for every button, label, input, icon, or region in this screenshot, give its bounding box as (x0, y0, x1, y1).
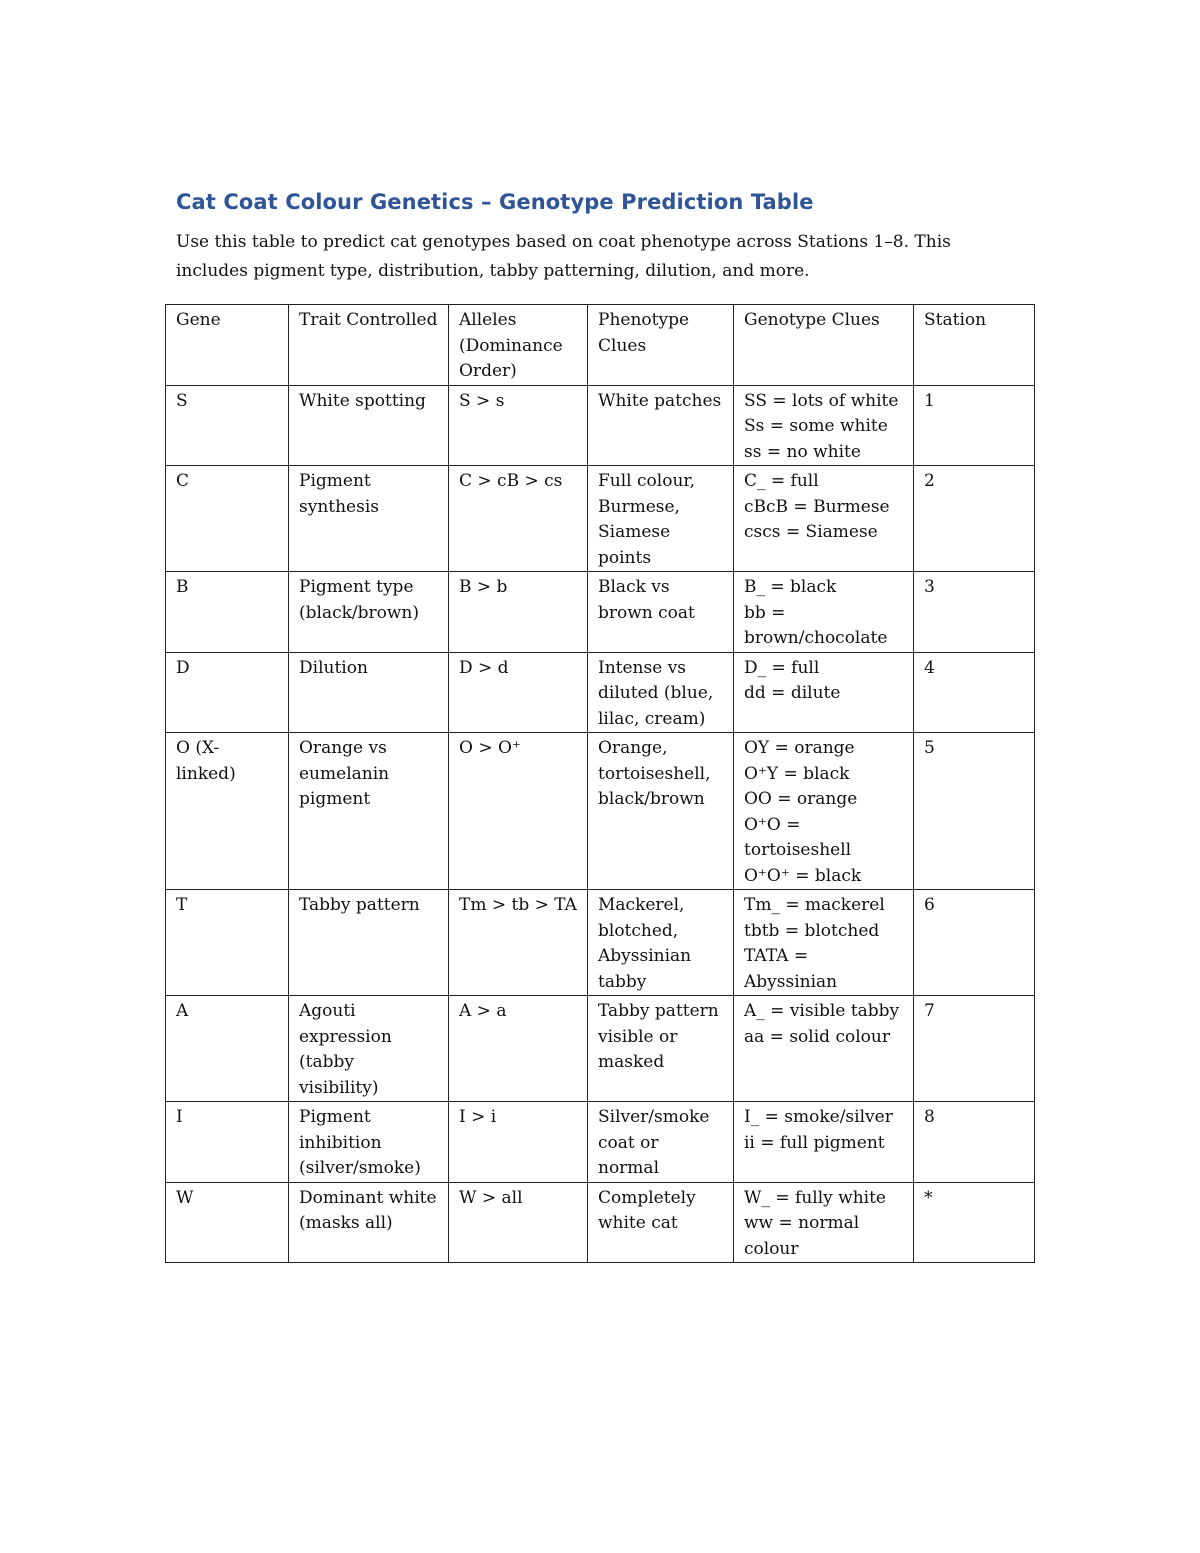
cell-genotype: W_ = fully white ww = normal colour (734, 1182, 914, 1263)
cell-alleles: I > i (449, 1102, 588, 1183)
cell-phenotype: Mackerel, blotched, Abyssinian tabby (588, 890, 734, 996)
cell-phenotype: Silver/smoke coat or normal (588, 1102, 734, 1183)
cell-station: 1 (914, 385, 1035, 466)
table-row (166, 466, 1035, 572)
cell-genotype: I_ = smoke/silver ii = full pigment (734, 1102, 914, 1183)
cell-alleles: D > d (449, 652, 588, 733)
cell-alleles: S > s (449, 385, 588, 466)
table-row (166, 996, 1035, 1102)
cell-gene: D (166, 652, 289, 733)
header-gene: Gene (166, 305, 289, 386)
table-row (166, 652, 1035, 733)
cell-station: 8 (914, 1102, 1035, 1183)
cell-alleles: W > all (449, 1182, 588, 1263)
cell-phenotype: Completely white cat (588, 1182, 734, 1263)
cell-trait: Agouti expression (tabby visibility) (289, 996, 449, 1102)
cell-genotype: D_ = full dd = dilute (734, 652, 914, 733)
header-trait: Trait Controlled (289, 305, 449, 386)
cell-gene: A (166, 996, 289, 1102)
cell-alleles: O > O⁺ (449, 733, 588, 890)
header-phenotype: Phenotype Clues (588, 305, 734, 386)
intro-paragraph: Use this table to predict cat genotypes based on coat phenotype across Stations 1–8. This includes pigment type, distribution, tabby patterning, dilution, and more. (176, 232, 951, 281)
cell-phenotype: White patches (588, 385, 734, 466)
header-genotype: Genotype Clues (734, 305, 914, 386)
table-row (166, 572, 1035, 653)
cell-station: 2 (914, 466, 1035, 572)
cell-phenotype: Intense vs diluted (blue, lilac, cream) (588, 652, 734, 733)
cell-phenotype: Full colour, Burmese, Siamese points (588, 466, 734, 572)
cell-trait: Dominant white (masks all) (289, 1182, 449, 1263)
header-alleles: Alleles (Dominance Order) (449, 305, 588, 386)
cell-phenotype: Tabby pattern visible or masked (588, 996, 734, 1102)
cell-trait: Tabby pattern (289, 890, 449, 996)
cell-gene: S (166, 385, 289, 466)
cell-trait: Orange vs eumelanin pigment (289, 733, 449, 890)
table-row (166, 1182, 1035, 1263)
cell-genotype: OY = orange O⁺Y = black OO = orange O⁺O = tortoiseshell O⁺O⁺ = black (734, 733, 914, 890)
cell-genotype: C_ = full cBcB = Burmese cscs = Siamese (734, 466, 914, 572)
cell-station: 5 (914, 733, 1035, 890)
cell-gene: O (X-linked) (166, 733, 289, 890)
cell-trait: Pigment type (black/brown) (289, 572, 449, 653)
cell-trait: Dilution (289, 652, 449, 733)
cell-station: 7 (914, 996, 1035, 1102)
cell-alleles: C > cB > cs (449, 466, 588, 572)
document-title: Cat Coat Colour Genetics – Genotype Prediction Table (176, 190, 814, 214)
cell-gene: W (166, 1182, 289, 1263)
cell-genotype: B_ = black bb = brown/chocolate (734, 572, 914, 653)
cell-gene: C (166, 466, 289, 572)
cell-alleles: A > a (449, 996, 588, 1102)
cell-trait: White spotting (289, 385, 449, 466)
cell-trait: Pigment synthesis (289, 466, 449, 572)
cell-alleles: Tm > tb > TA (449, 890, 588, 996)
cell-station: 4 (914, 652, 1035, 733)
table-row (166, 733, 1035, 890)
genotype-table (165, 304, 1035, 1263)
cell-genotype: SS = lots of white Ss = some white ss = no white (734, 385, 914, 466)
cell-gene: T (166, 890, 289, 996)
table-row (166, 385, 1035, 466)
cell-station: 3 (914, 572, 1035, 653)
cell-gene: B (166, 572, 289, 653)
cell-trait: Pigment inhibition (silver/smoke) (289, 1102, 449, 1183)
cell-gene: I (166, 1102, 289, 1183)
table-row (166, 890, 1035, 996)
table-header-row (166, 305, 1035, 386)
cell-station: 6 (914, 890, 1035, 996)
cell-station: * (914, 1182, 1035, 1263)
cell-genotype: Tm_ = mackerel tbtb = blotched TATA = Abyssinian (734, 890, 914, 996)
table-row (166, 1102, 1035, 1183)
cell-phenotype: Black vs brown coat (588, 572, 734, 653)
header-station: Station (914, 305, 1035, 386)
cell-alleles: B > b (449, 572, 588, 653)
cell-genotype: A_ = visible tabby aa = solid colour (734, 996, 914, 1102)
cell-phenotype: Orange, tortoiseshell, black/brown (588, 733, 734, 890)
